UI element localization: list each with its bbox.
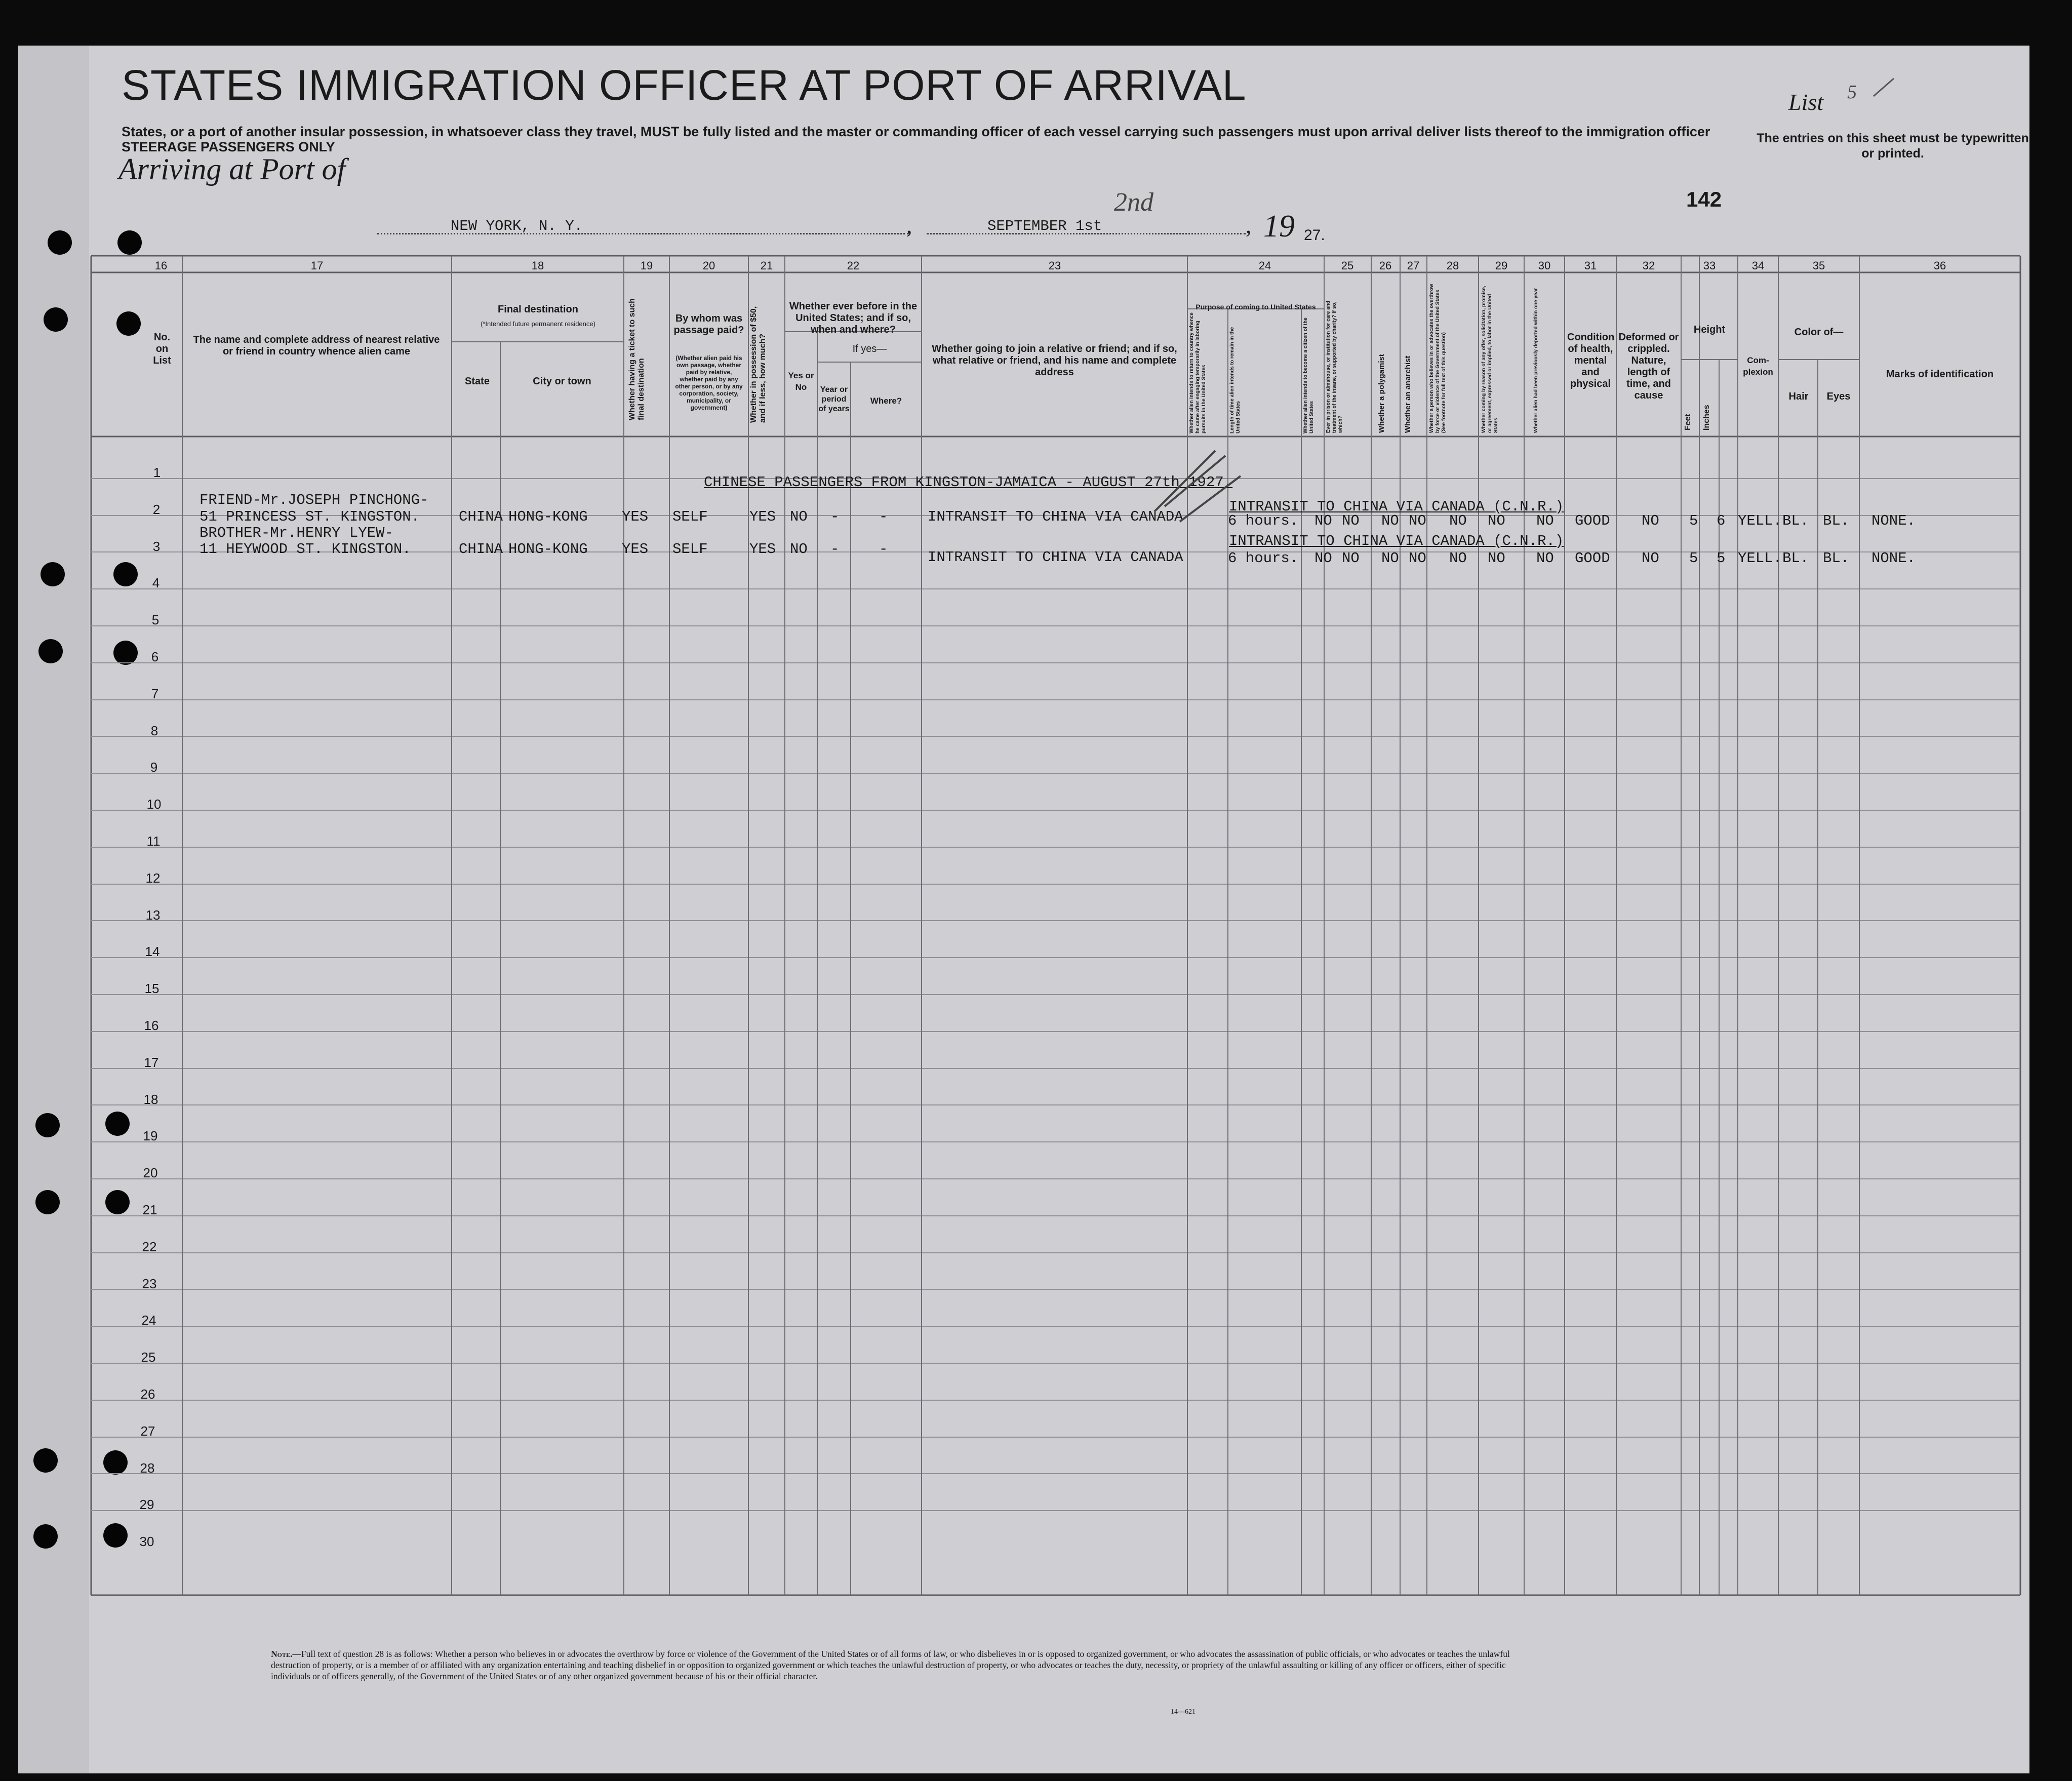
relative-address: 51 PRINCESS ST. KINGSTON. xyxy=(200,508,420,525)
row-number: 2 xyxy=(152,502,161,517)
row-number: 30 xyxy=(139,1534,154,1549)
footnote xyxy=(271,1648,1517,1682)
header-where: Where? xyxy=(870,396,902,406)
header-yes-or-no: Yes or No xyxy=(788,371,814,392)
year-period: - xyxy=(830,508,840,525)
header-purpose-length: Length of time alien intends to remain in the United States xyxy=(1229,327,1241,433)
length-of-stay: 6 hours. xyxy=(1228,550,1299,567)
col-number: 25 xyxy=(1341,259,1354,272)
header-if-yes: If yes— xyxy=(852,343,887,354)
length-of-stay: 6 hours. xyxy=(1228,512,1299,529)
row-number: 12 xyxy=(145,870,161,886)
col-number: 19 xyxy=(640,259,653,272)
row-number: 21 xyxy=(142,1202,157,1217)
header-polygamist: Whether a polygamist xyxy=(1377,354,1386,433)
col-number: 16 xyxy=(154,259,168,272)
row-number: 16 xyxy=(144,1018,159,1033)
purpose: INTRANSIT TO CHINA VIA CANADA (C.N.R.) xyxy=(1229,533,1564,549)
height-feet: 5 xyxy=(1689,550,1698,567)
port-of-arrival: NEW YORK, N. Y. xyxy=(451,218,583,234)
col-number: 23 xyxy=(1048,259,1061,272)
row-number: 5 xyxy=(151,612,160,627)
row-number: 29 xyxy=(139,1497,154,1512)
footnote-label: Note. xyxy=(271,1649,293,1659)
header-no-on-list: No. on List xyxy=(153,332,171,366)
city: HONG-KONG xyxy=(508,541,588,558)
marks: NONE. xyxy=(1871,512,1916,529)
row-number: 3 xyxy=(152,539,161,554)
col-number: 34 xyxy=(1751,259,1765,272)
fifty-dollars: YES xyxy=(749,541,776,558)
deformed: NO xyxy=(1642,512,1659,529)
complexion: YELL. xyxy=(1738,550,1782,567)
header-state: State xyxy=(465,376,490,387)
col-number: 24 xyxy=(1258,259,1271,272)
health: GOOD xyxy=(1575,512,1610,529)
polygamist: NO xyxy=(1381,550,1399,567)
eyes: BL. xyxy=(1823,512,1850,529)
header-offer: Whether coming by reason of any offer, solicitation, promise, or agreement, expressed or implied, to labor in the United States xyxy=(1481,286,1499,433)
comma: , xyxy=(906,212,912,238)
col-number: 31 xyxy=(1584,259,1597,272)
health: GOOD xyxy=(1575,550,1610,567)
year-suffix: 27. xyxy=(1304,227,1325,244)
list-number: 5 xyxy=(1847,82,1857,103)
header-purpose: Purpose of coming to United States xyxy=(1196,303,1316,311)
year-prefix: 19 xyxy=(1263,209,1295,244)
col-number: 28 xyxy=(1446,259,1459,272)
paid-by: SELF xyxy=(672,541,708,558)
been-before: NO xyxy=(790,508,808,525)
row-number: 28 xyxy=(140,1460,155,1476)
hair: BL. xyxy=(1782,512,1809,529)
form-instructions: States, or a port of another insular possession, in whatsoever class they travel, MUST be fully listed and the master or commanding officer of each vessel carrying such passengers must upon arrival deliver lists thereof to the immigration officer xyxy=(122,124,1710,139)
header-fifty-dollars: Whether in possession of $50, and if less, how much? xyxy=(749,306,767,423)
col-number: 32 xyxy=(1642,259,1655,272)
prison: NO xyxy=(1342,512,1360,529)
state: CHINA xyxy=(459,508,503,525)
where: - xyxy=(879,508,888,525)
citizen: NO xyxy=(1314,512,1332,529)
form-code: 14—621 xyxy=(1171,1708,1196,1716)
complexion: YELL. xyxy=(1738,512,1782,529)
col-number: 36 xyxy=(1933,259,1946,272)
header-relative-friend: The name and complete address of nearest relative or friend in country whence alien came xyxy=(193,334,440,357)
col-number: 27 xyxy=(1407,259,1420,272)
header-joining: Whether going to join a relative or friend; and if so, what relative or friend, and his name and complete address xyxy=(932,343,1177,378)
header-anarchist: Whether an anarchist xyxy=(1404,355,1412,433)
row-number: 25 xyxy=(141,1350,156,1365)
comma: , xyxy=(1246,212,1252,238)
relative-name: FRIEND-Mr.JOSEPH PINCHONG- xyxy=(200,492,429,508)
ticket: YES xyxy=(622,541,649,558)
header-hair: Hair xyxy=(1788,391,1809,402)
row-number: 1 xyxy=(153,465,161,480)
header-prison: Ever in prison or almshouse, or institution for care and treatment of the insane, or supported by charity? If so, which? xyxy=(1326,300,1343,433)
arriving-label: Arriving at Port of xyxy=(118,152,346,186)
prison: NO xyxy=(1342,550,1360,567)
sheet-number: 142 xyxy=(1686,187,1722,211)
offer: NO xyxy=(1488,550,1505,567)
header-deported: Whether alien had been previously deported within one year xyxy=(1533,288,1539,433)
header-believer: Whether a person who believes in or advocates the overthrow by force or violence of the Government of the United States (See footnote for full text of this question) xyxy=(1429,284,1447,433)
purpose: INTRANSIT TO CHINA VIA CANADA (C.N.R.) xyxy=(1229,498,1564,515)
deformed: NO xyxy=(1642,550,1659,567)
header-passage-paid: By whom was passage paid? xyxy=(673,313,744,336)
eyes: BL. xyxy=(1823,550,1850,567)
header-inches: Inches xyxy=(1702,405,1711,430)
offer: NO xyxy=(1488,512,1505,529)
joining: INTRANSIT TO CHINA VIA CANADA xyxy=(928,508,1183,525)
height-feet: 5 xyxy=(1689,512,1698,529)
row-number: 23 xyxy=(142,1276,157,1291)
row-number: 22 xyxy=(142,1239,157,1254)
relative-address: 11 HEYWOOD ST. KINGSTON. xyxy=(200,541,411,558)
list-label: List xyxy=(1788,89,1824,115)
row-number: 15 xyxy=(144,981,160,996)
been-before: NO xyxy=(790,541,808,558)
height-inches: 5 xyxy=(1717,550,1726,567)
city: HONG-KONG xyxy=(508,508,588,525)
header-year-period: Year or period of years xyxy=(818,385,850,413)
header-color-of: Color of— xyxy=(1794,327,1844,338)
entries-note: The entries on this sheet must be typewritten or printed. xyxy=(1757,131,2029,161)
header-complexion: Com-plexion xyxy=(1743,355,1773,377)
where: - xyxy=(879,541,888,558)
steerage-label: STEERAGE PASSENGERS ONLY xyxy=(122,139,335,154)
header-ever-before: Whether ever before in the United States; and if so, when and where? xyxy=(789,301,918,335)
row-number: 27 xyxy=(140,1423,155,1439)
header-feet: Feet xyxy=(1684,414,1692,430)
marks: NONE. xyxy=(1871,550,1916,567)
believer: NO xyxy=(1449,550,1467,567)
footnote-text: —Full text of question 28 is as follows: Whether a person who believes in or advocates the overthrow by force or violence of the Government of the United States or of all forms of law, or who disbelieves in or is opposed to organized government, or who advocates the assassination of public officials, or who advocates or teaches the unlawful destruction of property, or is a member of or affiliated with any organization entertaining and teaching disbelief in or opposition to organized government or which teaches the unlawful destruction of property, or who advocates or teaches the duty, necessity, or propriety of the unlawful assaulting or killing of any officer or officers, either of specific individuals or of officers generally, of the Government of the United States or of any other organized government because of his or their official character. xyxy=(271,1649,1510,1681)
row-number: 24 xyxy=(141,1313,156,1328)
ticket: YES xyxy=(622,508,649,525)
row-number: 26 xyxy=(140,1387,155,1402)
header-height: Height xyxy=(1693,324,1726,335)
hair: BL. xyxy=(1782,550,1809,567)
col-number: 33 xyxy=(1703,259,1716,272)
header-final-destination: Final destination xyxy=(498,304,578,315)
header-purpose-citizen: Whether alien intends to become a citizen of the United States xyxy=(1303,318,1314,433)
form-title: STATES IMMIGRATION OFFICER AT PORT OF ARRIVAL xyxy=(122,61,1247,109)
row-number: 6 xyxy=(151,649,159,664)
header-city: City or town xyxy=(533,376,591,387)
row-number: 14 xyxy=(145,944,160,959)
header-ticket: Whether having a ticket to such final destination xyxy=(628,298,646,420)
col-number: 18 xyxy=(531,259,544,272)
date-correction: 2nd xyxy=(1114,188,1153,217)
state: CHINA xyxy=(459,541,503,558)
polygamist: NO xyxy=(1381,512,1399,529)
deported: NO xyxy=(1536,550,1554,567)
col-number: 22 xyxy=(847,259,860,272)
deported: NO xyxy=(1536,512,1554,529)
joining: INTRANSIT TO CHINA VIA CANADA xyxy=(928,549,1183,566)
believer: NO xyxy=(1449,512,1467,529)
fifty-dollars: YES xyxy=(749,508,776,525)
relative-name: BROTHER-Mr.HENRY LYEW- xyxy=(200,525,393,541)
anarchist: NO xyxy=(1409,512,1426,529)
arrival-date: SEPTEMBER 1st xyxy=(987,218,1102,234)
row-number: 7 xyxy=(151,686,159,701)
col-number: 20 xyxy=(702,259,715,272)
header-eyes: Eyes xyxy=(1826,391,1851,402)
header-passage-note: (Whether alien paid his own passage, whether paid by relative, whether paid by any other person, or by any corporation, society, municipality, or government) xyxy=(675,354,743,411)
row-number: 8 xyxy=(150,723,158,738)
col-number: 17 xyxy=(310,259,324,272)
col-number: 30 xyxy=(1538,259,1551,272)
passenger-group-banner: CHINESE PASSENGERS FROM KINGSTON-JAMAICA - AUGUST 27th 1927. xyxy=(704,474,1233,491)
height-inches: 6 xyxy=(1717,512,1726,529)
col-number: 35 xyxy=(1812,259,1825,272)
row-number: 4 xyxy=(152,575,160,590)
row-number: 9 xyxy=(150,760,158,775)
header-deformed: Deformed or crippled. Nature, length of time, and cause xyxy=(1618,332,1679,401)
col-number: 21 xyxy=(760,259,773,272)
paid-by: SELF xyxy=(672,508,708,525)
citizen: NO xyxy=(1314,550,1332,567)
header-marks: Marks of identification xyxy=(1886,369,1994,380)
row-number: 17 xyxy=(144,1055,159,1070)
row-number: 20 xyxy=(143,1165,158,1180)
row-number: 10 xyxy=(146,797,162,812)
anarchist: NO xyxy=(1409,550,1426,567)
row-number: 11 xyxy=(146,834,161,849)
header-condition: Condition of health, mental and physical xyxy=(1567,332,1615,389)
col-number: 26 xyxy=(1379,259,1392,272)
row-number: 19 xyxy=(143,1128,158,1143)
header-final-destination-note: (*Intended future permanent residence) xyxy=(481,320,595,328)
row-number: 18 xyxy=(143,1092,158,1107)
year-period: - xyxy=(830,541,840,558)
col-number: 29 xyxy=(1495,259,1508,272)
row-number: 13 xyxy=(145,907,161,923)
header-purpose-return: Whether alien intends to return to country whence he came after engaging temporarily in laboring pursuits in the United States xyxy=(1189,312,1207,433)
